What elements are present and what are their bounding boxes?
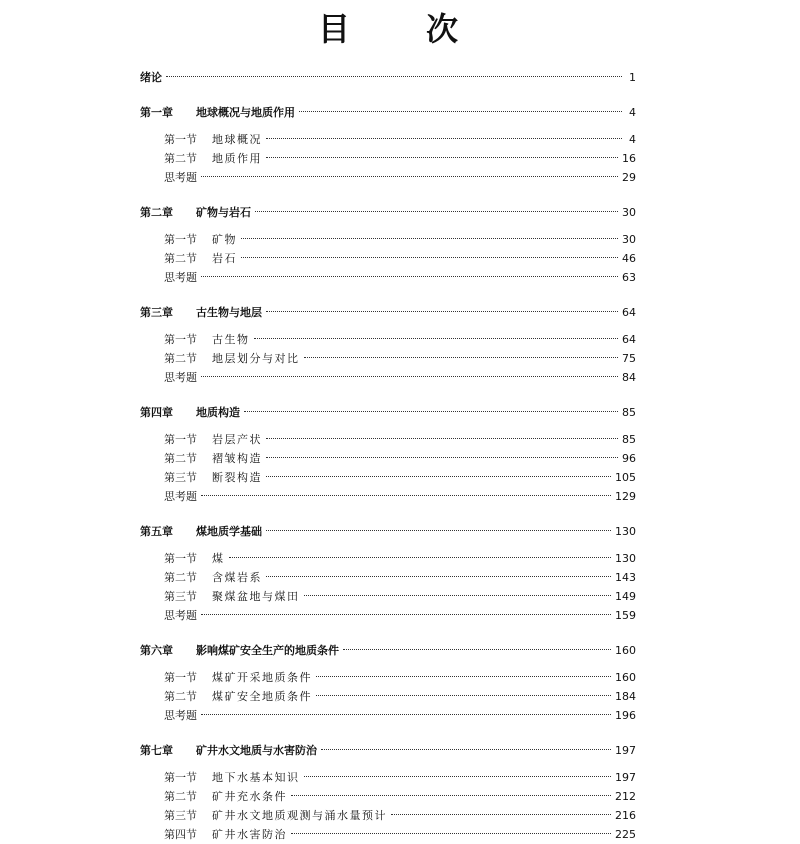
toc-entry-number: 第一节 (164, 433, 197, 446)
toc-entry-label: 地球概况 (212, 133, 262, 146)
toc-page-number: 4 (629, 106, 636, 119)
toc-entry-number: 第七章 (140, 744, 173, 757)
toc-entry-label: 含煤岩系 (212, 571, 262, 584)
chapter-spacer (140, 187, 636, 203)
toc-page-number: 84 (622, 371, 636, 384)
chapter-spacer (140, 287, 636, 303)
dot-leader (201, 376, 618, 377)
toc-entry-label: 地下水基本知识 (212, 771, 300, 784)
toc-page-number: 196 (615, 709, 636, 722)
toc-section-row[interactable] (140, 249, 636, 268)
dot-leader (201, 176, 618, 177)
toc-entry-number: 第一节 (164, 552, 197, 565)
dot-leader (304, 595, 612, 596)
toc-page-number: 4 (629, 133, 636, 146)
page-title (318, 4, 458, 50)
dot-leader (229, 557, 612, 558)
chapter-heading-spacer (140, 760, 636, 768)
toc-page-number: 130 (615, 525, 636, 538)
toc-entry-label: 岩石 (212, 252, 237, 265)
toc-page-number: 105 (615, 471, 636, 484)
toc-page-number: 96 (622, 452, 636, 465)
chapter-spacer (140, 625, 636, 641)
dot-leader (266, 157, 618, 158)
dot-leader (304, 776, 612, 777)
dot-leader (201, 614, 611, 615)
toc-entry-label: 矿井水文地质观测与涌水量预计 (212, 809, 387, 822)
toc-entry-number: 第二节 (164, 790, 197, 803)
toc-section-row[interactable] (140, 806, 636, 825)
title-char-2: 次 (425, 10, 458, 48)
toc-entry-number: 第一节 (164, 333, 197, 346)
toc-entry-number: 第一节 (164, 133, 197, 146)
toc-chapter-row[interactable] (140, 303, 636, 322)
toc-page-number: 75 (622, 352, 636, 365)
toc-entry-label: 岩层产状 (212, 433, 262, 446)
toc-entry-number: 第一章 (140, 106, 173, 119)
toc-entry-label: 煤 (212, 552, 225, 565)
toc-section-row[interactable] (140, 349, 636, 368)
dot-leader (316, 695, 611, 696)
toc-chapter-row[interactable] (140, 103, 636, 122)
chapter-heading-spacer (140, 541, 636, 549)
toc-exercise-row[interactable] (140, 268, 636, 287)
toc-entry-number: 第一节 (164, 771, 197, 784)
dot-leader (201, 276, 618, 277)
toc-page-number: 225 (615, 828, 636, 841)
toc-section-row[interactable] (140, 468, 636, 487)
toc-page-number: 16 (622, 152, 636, 165)
table-of-contents (140, 68, 636, 844)
toc-entry-label: 地层划分与对比 (212, 352, 300, 365)
dot-leader (241, 238, 618, 239)
toc-section-row[interactable] (140, 430, 636, 449)
chapter-heading-spacer (140, 422, 636, 430)
dot-leader (304, 357, 619, 358)
toc-section-row[interactable] (140, 668, 636, 687)
toc-chapter-row[interactable] (140, 203, 636, 222)
toc-page-number: 143 (615, 571, 636, 584)
toc-section-row[interactable] (140, 568, 636, 587)
toc-entry-label: 古生物与地层 (196, 306, 262, 319)
toc-entry-number: 第二章 (140, 206, 173, 219)
toc-entry-label: 思考题 (164, 171, 197, 184)
toc-entry-label: 煤矿开采地质条件 (212, 671, 312, 684)
toc-page-number: 29 (622, 171, 636, 184)
toc-entry-label: 思考题 (164, 371, 197, 384)
toc-entry-number: 第二节 (164, 252, 197, 265)
toc-entry-label: 思考题 (164, 490, 197, 503)
chapter-heading-spacer (140, 660, 636, 668)
toc-chapter-row[interactable] (140, 741, 636, 760)
toc-page-number: 160 (615, 671, 636, 684)
toc-entry-label: 影响煤矿安全生产的地质条件 (196, 644, 339, 657)
toc-entry-label: 绪论 (140, 71, 162, 84)
toc-chapter-row[interactable] (140, 68, 636, 87)
dot-leader (255, 211, 618, 212)
toc-entry-label: 断裂构造 (212, 471, 262, 484)
toc-page-number: 85 (622, 406, 636, 419)
toc-page-number: 1 (629, 71, 636, 84)
toc-exercise-row[interactable] (140, 487, 636, 506)
toc-page-number: 64 (622, 333, 636, 346)
toc-exercise-row[interactable] (140, 706, 636, 725)
toc-chapter-row[interactable] (140, 641, 636, 660)
dot-leader (201, 714, 611, 715)
dot-leader (299, 111, 622, 112)
chapter-heading-spacer (140, 322, 636, 330)
toc-page-number: 46 (622, 252, 636, 265)
toc-section-row[interactable] (140, 230, 636, 249)
toc-page-number: 130 (615, 552, 636, 565)
toc-entry-label: 矿物 (212, 233, 237, 246)
toc-page-number: 64 (622, 306, 636, 319)
toc-entry-number: 第一节 (164, 671, 197, 684)
toc-section-row[interactable] (140, 449, 636, 468)
toc-page-number: 63 (622, 271, 636, 284)
toc-entry-number: 第四章 (140, 406, 173, 419)
title-char-1: 目 (318, 10, 351, 48)
dot-leader (291, 795, 611, 796)
toc-page-number: 216 (615, 809, 636, 822)
toc-page-number: 160 (615, 644, 636, 657)
dot-leader (201, 495, 611, 496)
dot-leader (244, 411, 618, 412)
dot-leader (343, 649, 611, 650)
toc-entry-label: 地质作用 (212, 152, 262, 165)
toc-entry-number: 第三节 (164, 809, 197, 822)
chapter-heading-spacer (140, 122, 636, 130)
dot-leader (266, 138, 622, 139)
dot-leader (166, 76, 622, 77)
dot-leader (266, 530, 611, 531)
toc-entry-number: 第三节 (164, 471, 197, 484)
toc-page-number: 129 (615, 490, 636, 503)
toc-entry-label: 聚煤盆地与煤田 (212, 590, 300, 603)
toc-entry-number: 第二节 (164, 352, 197, 365)
dot-leader (291, 833, 611, 834)
dot-leader (316, 676, 611, 677)
toc-section-row[interactable] (140, 130, 636, 149)
toc-section-row[interactable] (140, 549, 636, 568)
toc-entry-number: 第三节 (164, 590, 197, 603)
toc-exercise-row[interactable] (140, 606, 636, 625)
toc-page-number: 197 (615, 771, 636, 784)
toc-page-number: 197 (615, 744, 636, 757)
toc-entry-label: 思考题 (164, 609, 197, 622)
toc-entry-label: 地球概况与地质作用 (196, 106, 295, 119)
toc-entry-number: 第二节 (164, 452, 197, 465)
toc-page-number: 85 (622, 433, 636, 446)
chapter-heading-spacer (140, 222, 636, 230)
toc-section-row[interactable] (140, 825, 636, 844)
toc-chapter-row[interactable] (140, 522, 636, 541)
toc-page-number: 30 (622, 233, 636, 246)
toc-entry-label: 矿物与岩石 (196, 206, 251, 219)
toc-entry-number: 第四节 (164, 828, 197, 841)
dot-leader (254, 338, 619, 339)
toc-entry-label: 矿井充水条件 (212, 790, 287, 803)
toc-entry-number: 第五章 (140, 525, 173, 538)
chapter-spacer (140, 725, 636, 741)
toc-page-number: 184 (615, 690, 636, 703)
toc-entry-label: 地质构造 (196, 406, 240, 419)
toc-section-row[interactable] (140, 687, 636, 706)
dot-leader (266, 438, 618, 439)
toc-section-row[interactable] (140, 587, 636, 606)
chapter-spacer (140, 87, 636, 103)
toc-section-row[interactable] (140, 787, 636, 806)
toc-page-number: 159 (615, 609, 636, 622)
toc-exercise-row[interactable] (140, 168, 636, 187)
dot-leader (266, 457, 618, 458)
toc-section-row[interactable] (140, 330, 636, 349)
toc-entry-label: 煤矿安全地质条件 (212, 690, 312, 703)
dot-leader (266, 311, 618, 312)
toc-entry-label: 思考题 (164, 271, 197, 284)
toc-entry-label: 褶皱构造 (212, 452, 262, 465)
toc-section-row[interactable] (140, 149, 636, 168)
dot-leader (391, 814, 611, 815)
toc-exercise-row[interactable] (140, 368, 636, 387)
toc-page-number: 30 (622, 206, 636, 219)
toc-chapter-row[interactable] (140, 403, 636, 422)
dot-leader (321, 749, 611, 750)
toc-entry-number: 第三章 (140, 306, 173, 319)
toc-page-number: 212 (615, 790, 636, 803)
toc-entry-number: 第二节 (164, 152, 197, 165)
dot-leader (266, 576, 611, 577)
toc-entry-number: 第二节 (164, 571, 197, 584)
toc-entry-number: 第六章 (140, 644, 173, 657)
toc-section-row[interactable] (140, 768, 636, 787)
toc-entry-label: 古生物 (212, 333, 250, 346)
chapter-spacer (140, 387, 636, 403)
toc-entry-label: 矿井水文地质与水害防治 (196, 744, 317, 757)
toc-page-number: 149 (615, 590, 636, 603)
toc-entry-label: 煤地质学基础 (196, 525, 262, 538)
dot-leader (241, 257, 618, 258)
toc-entry-number: 第二节 (164, 690, 197, 703)
toc-entry-label: 思考题 (164, 709, 197, 722)
chapter-spacer (140, 506, 636, 522)
toc-entry-label: 矿井水害防治 (212, 828, 287, 841)
toc-entry-number: 第一节 (164, 233, 197, 246)
dot-leader (266, 476, 611, 477)
